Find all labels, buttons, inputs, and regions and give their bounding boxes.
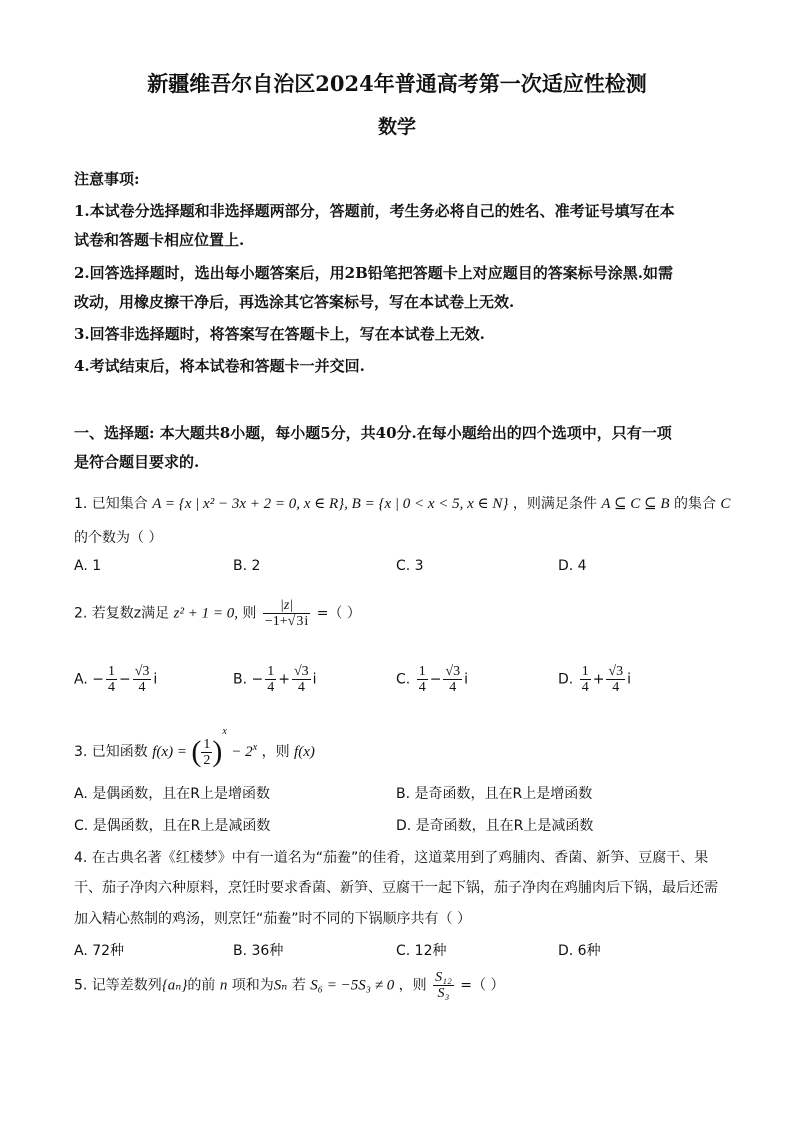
q2-denominator: −1+√3i bbox=[264, 614, 309, 629]
notice-heading: 注意事项: bbox=[74, 170, 140, 188]
q1-line2: 的个数为（ ） bbox=[74, 530, 163, 546]
q1-condition: A ⊆ C ⊆ B bbox=[601, 496, 670, 512]
q5-seq: {aₙ} bbox=[161, 977, 188, 994]
q5-fraction: $\frac{\text{S₁₂}}{\text{S₃}}$ bbox=[435, 970, 452, 1001]
q4-line2: 干、茄子净肉六种原料，烹饪时要求香菌、新笋、豆腐干一起下锅，茄子净肉在鸡脯肉后下锅，最后还需 bbox=[74, 880, 718, 896]
q4-line1: 4. 在古典名著《红楼梦》中有一道名为“茄鲞”的佳肴，这道菜用到了鸡脯肉、香菌、新笋、豆腐干、果 bbox=[74, 850, 709, 866]
section-heading-cont: 是符合题目要求的. bbox=[74, 453, 200, 471]
notice-line: 4.考试结束后，将本试卷和答题卡一并交回. bbox=[74, 357, 365, 375]
notice-line: 3.回答非选择题时，将答案写在答题卡上，写在本试卷上无效. bbox=[74, 325, 485, 343]
q3-then: ，则 bbox=[261, 744, 290, 760]
q3-option-a: A. 是偶函数，且在R上是增函数 bbox=[74, 786, 270, 802]
q2-option-a: A. − $\frac{1}{4}$ − $\frac{√3}{4}$ i bbox=[74, 664, 158, 695]
q2-option-c: C. $\frac{1}{4}$ − $\frac{√3}{4}$ i bbox=[396, 664, 468, 695]
question-1 bbox=[74, 493, 730, 513]
q1-option-d: D. 4 bbox=[558, 558, 587, 574]
q2-fraction bbox=[263, 598, 310, 629]
q2-numerator: |z| bbox=[263, 598, 310, 614]
q2-prefix: 2. 若复数z满足 bbox=[74, 605, 170, 622]
notice-line: 2.回答选择题时，选出每小题答案后，用2B铅笔把答题卡上对应题目的答案标号涂黑.如需 bbox=[74, 264, 674, 282]
q3-option-b: B. 是奇函数，且在R上是增函数 bbox=[396, 786, 593, 802]
q4-option-b: B. 36种 bbox=[233, 943, 284, 959]
notice-line: 改动，用橡皮擦干净后，再选涂其它答案标号，写在本试卷上无效. bbox=[74, 293, 515, 311]
q5-condition: S₆ = −5S₃ ≠ 0 bbox=[310, 977, 395, 994]
subject-title: 数学 bbox=[377, 116, 416, 138]
q4-option-d: D. 6种 bbox=[558, 943, 601, 959]
q3-option-c: C. 是偶函数，且在R上是减函数 bbox=[74, 818, 271, 834]
question-2 bbox=[74, 598, 361, 629]
q2-option-d: D. $\frac{1}{4}$ + $\frac{√3}{4}$ i bbox=[558, 664, 631, 695]
page-title: 新疆维吾尔自治区2024年普通高考第一次适应性检测 bbox=[147, 71, 647, 96]
q5-prefix: 5. 记等差数列 bbox=[74, 977, 162, 994]
q1-prefix: 1. 已知集合 bbox=[74, 496, 148, 512]
question-5: 5. 记等差数列{aₙ}的前 n 项和为Sₙ 若 S₆ = −5S₃ ≠ 0 ，则 $\frac{\text{S₁₂}}{\text{S₃}}$ =（ ） bbox=[74, 970, 505, 1001]
q3-rest: − $2^x$ bbox=[231, 742, 258, 760]
q1-var-c: C bbox=[720, 496, 731, 512]
q2-option-b: B. − $\frac{1}{4}$ + $\frac{√3}{4}$ i bbox=[233, 664, 317, 695]
q3-option-d: D. 是奇函数，且在R上是减函数 bbox=[396, 818, 594, 834]
q4-option-c: C. 12种 bbox=[396, 943, 447, 959]
q1-middle: ，则满足条件 bbox=[512, 496, 597, 512]
q1-sets: A = {x | x² − 3x + 2 = 0, x ∈ R}, B = {x | 0 < x < 5, x ∈ N} bbox=[152, 496, 509, 512]
q2-then: 则 bbox=[242, 605, 257, 622]
section-heading: 一、选择题: 本大题共8小题，每小题5分，共40分.在每小题给出的四个选项中，只有一项 bbox=[74, 424, 672, 442]
q4-line3: 加入精心熬制的鸡汤，则烹饪“茄鲞”时不同的下锅顺序共有（ ） bbox=[74, 911, 471, 927]
notice-line: 1.本试卷分选择题和非选择题两部分，答题前，考生务必将自己的姓名、准考证号填写在本 bbox=[74, 202, 675, 220]
q3-prefix: 3. 已知函数 bbox=[74, 744, 148, 760]
q3-fx: f(x) = bbox=[152, 744, 187, 760]
q2-suffix: =（ ） bbox=[316, 605, 361, 622]
q3-fx2: f(x) bbox=[294, 744, 315, 760]
q1-suffix: 的集合 bbox=[673, 496, 716, 512]
q2-equation: z² + 1 = 0, bbox=[173, 605, 238, 622]
notice-line: 试卷和答题卡相应位置上. bbox=[74, 231, 245, 249]
q1-option-b: B. 2 bbox=[233, 558, 261, 574]
q4-option-a: A. 72种 bbox=[74, 943, 125, 959]
q1-option-c: C. 3 bbox=[396, 558, 424, 574]
question-3: 3. 已知函数 f(x) = ( $\frac{1}{2}$ )$^x - 2^x$ ，则 f(x) bbox=[74, 726, 315, 768]
q1-option-a: A. 1 bbox=[74, 558, 102, 574]
